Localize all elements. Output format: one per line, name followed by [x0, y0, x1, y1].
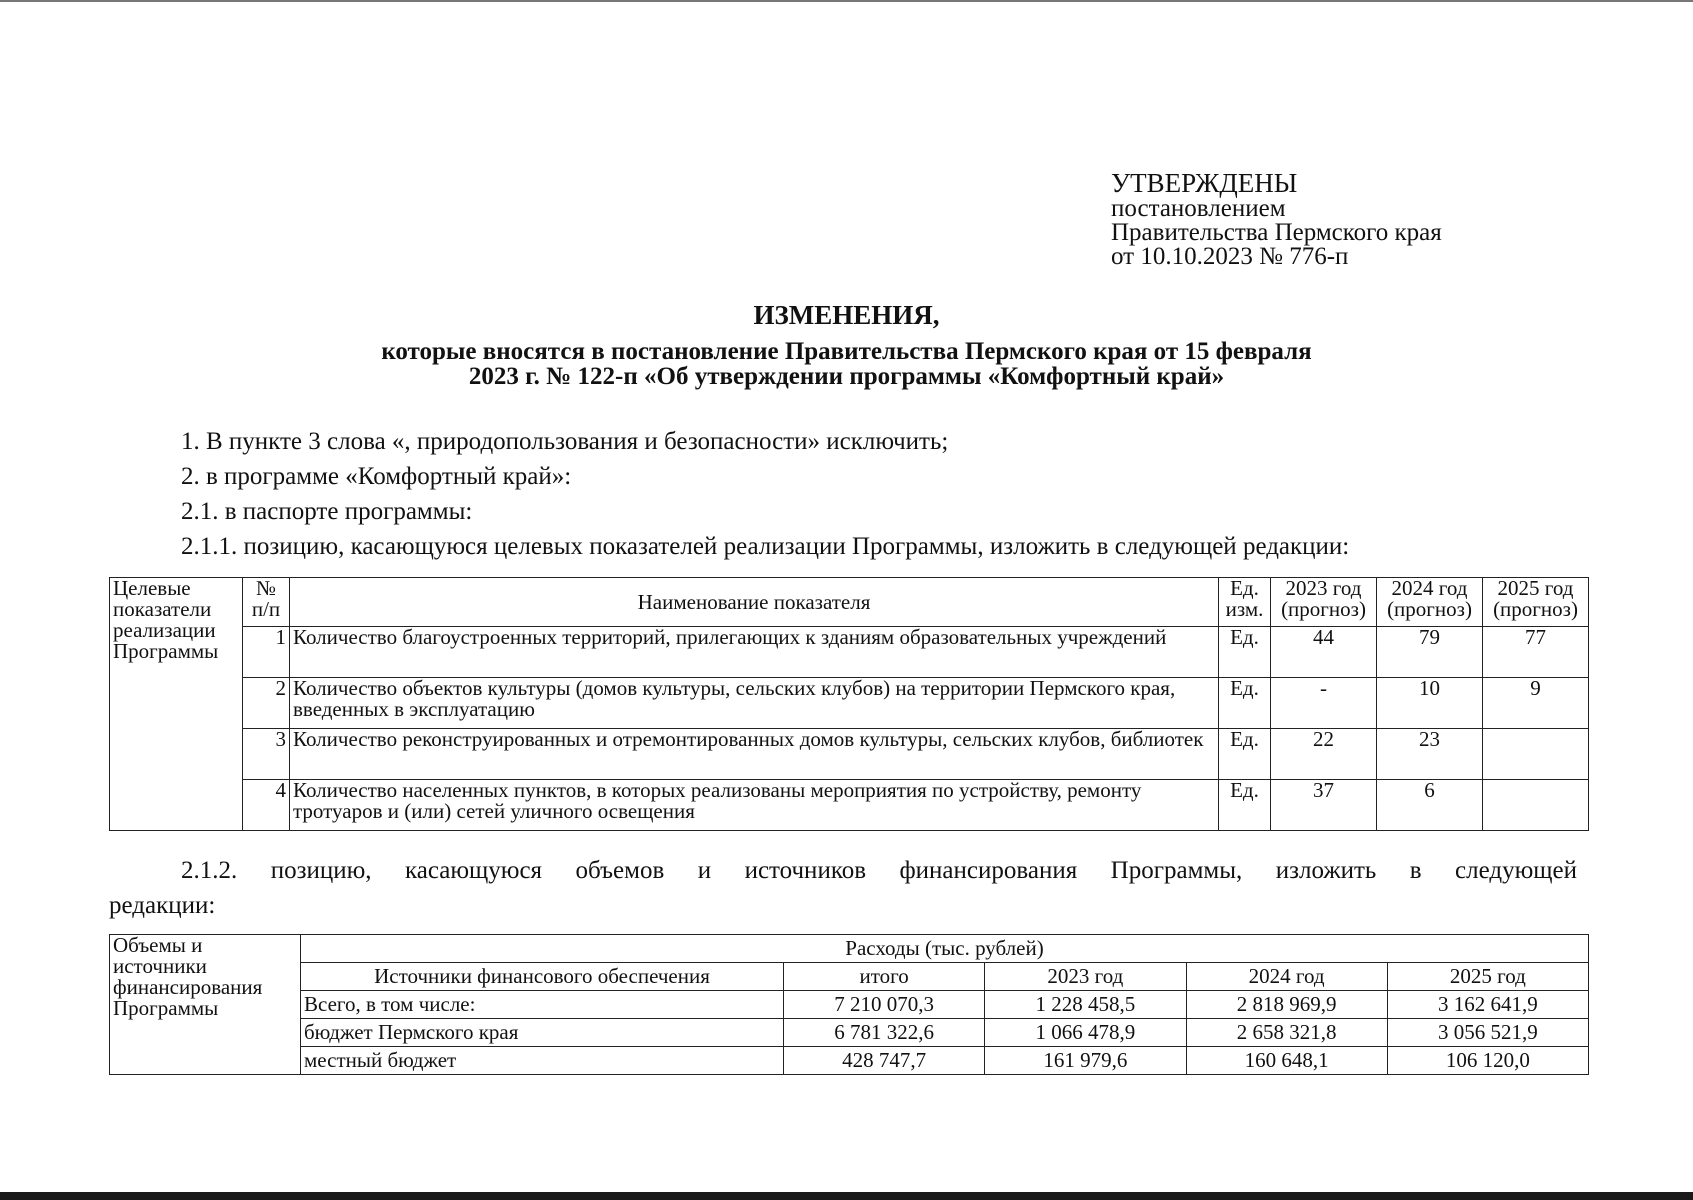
row-2025: 106 120,0 [1387, 1047, 1588, 1075]
row-2025: 77 [1483, 627, 1589, 678]
row-unit: Ед. [1219, 678, 1271, 729]
row-name: Количество благоустроенных территорий, прилегающих к зданиям образовательных учреждений [290, 627, 1219, 678]
header-2025: 2025 год (прогноз) [1483, 578, 1589, 627]
paragraph-2: 2. в программе «Комфортный край»: [181, 463, 572, 490]
approval-line: Правительства Пермского края [1111, 219, 1442, 246]
paragraph-2-1-2: 2.1.2. позицию, касающуюся объемов и источников финансирования Программы, изложить в следующей [181, 857, 1577, 884]
scan-top-edge [0, 0, 1693, 2]
table-row [110, 1047, 1589, 1075]
row-name: Количество реконструированных и отремонтированных домов культуры, сельских клубов, библиотек [290, 729, 1219, 780]
row-name: Количество населенных пунктов, в которых реализованы мероприятия по устройству, ремонту тротуаров и (или) сетей уличного освещения [290, 780, 1219, 831]
row-2025: 9 [1483, 678, 1589, 729]
approval-title: УТВЕРЖДЕНЫ [1111, 168, 1298, 198]
approval-line: от 10.10.2023 № 776-п [1111, 243, 1349, 270]
table-header-row [110, 963, 1589, 991]
row-total: 7 210 070,3 [784, 991, 985, 1019]
row-unit: Ед. [1219, 729, 1271, 780]
row-2024: 2 658 321,8 [1186, 1019, 1387, 1047]
subtitle-line: 2023 г. № 122-п «Об утверждении программы «Комфортный край» [468, 363, 1225, 390]
header-source: Источники финансового обеспечения [301, 963, 784, 991]
row-source: местный бюджет [301, 1047, 784, 1075]
paragraph-2-1-2-cont: редакции: [109, 892, 216, 919]
row-2024: 23 [1377, 729, 1483, 780]
finance-table [109, 934, 1589, 1075]
table-header-row [110, 578, 1589, 627]
header-total: итого [784, 963, 985, 991]
row-2023: 22 [1271, 729, 1377, 780]
table-row [110, 1019, 1589, 1047]
header-2024: 2024 год [1186, 963, 1387, 991]
row-num: 1 [243, 627, 290, 678]
row-2023: 37 [1271, 780, 1377, 831]
row-2024: 160 648,1 [1186, 1047, 1387, 1075]
header-unit: Ед. изм. [1219, 578, 1271, 627]
table-row [110, 627, 1589, 678]
row-source: бюджет Пермского края [301, 1019, 784, 1047]
table-row [110, 780, 1589, 831]
row-2025 [1483, 729, 1589, 780]
header-2023: 2023 год [985, 963, 1186, 991]
paragraph-2-1-1: 2.1.1. позицию, касающуюся целевых показателей реализации Программы, изложить в следующей редакции: [181, 533, 1350, 560]
subtitle-line: которые вносятся в постановление Правительства Пермского края от 15 февраля [381, 338, 1312, 365]
row-2024: 79 [1377, 627, 1483, 678]
finance-caption-row [110, 935, 1589, 963]
document-subtitle [0, 339, 1693, 389]
row-num: 4 [243, 780, 290, 831]
row-total: 428 747,7 [784, 1047, 985, 1075]
table-row [110, 991, 1589, 1019]
row-unit: Ед. [1219, 780, 1271, 831]
row-2024: 10 [1377, 678, 1483, 729]
row-unit: Ед. [1219, 627, 1271, 678]
indicators-table [109, 577, 1589, 831]
header-num: № п/п [243, 578, 290, 627]
row-2024: 6 [1377, 780, 1483, 831]
row-2023: 1 066 478,9 [985, 1019, 1186, 1047]
paragraph-2-1: 2.1. в паспорте программы: [181, 498, 473, 525]
paragraph-1: 1. В пункте 3 слова «, природопользования и безопасности» исключить; [181, 428, 949, 455]
row-source: Всего, в том числе: [301, 991, 784, 1019]
table-row [110, 729, 1589, 780]
header-2025: 2025 год [1387, 963, 1588, 991]
row-name: Количество объектов культуры (домов культуры, сельских клубов) на территории Пермского края, введенных в эксплуатацию [290, 678, 1219, 729]
row-2023: - [1271, 678, 1377, 729]
indicators-group-label: Целевые показатели реализации Программы [110, 578, 243, 831]
scan-bottom-edge [0, 1192, 1693, 1200]
header-2024: 2024 год (прогноз) [1377, 578, 1483, 627]
document-title: ИЗМЕНЕНИЯ, [753, 300, 940, 330]
approval-line: постановлением [1111, 195, 1286, 222]
row-2025 [1483, 780, 1589, 831]
header-2023: 2023 год (прогноз) [1271, 578, 1377, 627]
row-2023: 161 979,6 [985, 1047, 1186, 1075]
approval-stamp [1111, 170, 1442, 269]
row-2025: 3 162 641,9 [1387, 991, 1588, 1019]
finance-group-label: Объемы и источники финансирования Программы [110, 935, 301, 1075]
row-total: 6 781 322,6 [784, 1019, 985, 1047]
row-num: 3 [243, 729, 290, 780]
table-row [110, 678, 1589, 729]
row-2024: 2 818 969,9 [1186, 991, 1387, 1019]
finance-caption: Расходы (тыс. рублей) [301, 935, 1589, 963]
row-2023: 44 [1271, 627, 1377, 678]
header-name: Наименование показателя [290, 578, 1219, 627]
row-num: 2 [243, 678, 290, 729]
row-2023: 1 228 458,5 [985, 991, 1186, 1019]
row-2025: 3 056 521,9 [1387, 1019, 1588, 1047]
